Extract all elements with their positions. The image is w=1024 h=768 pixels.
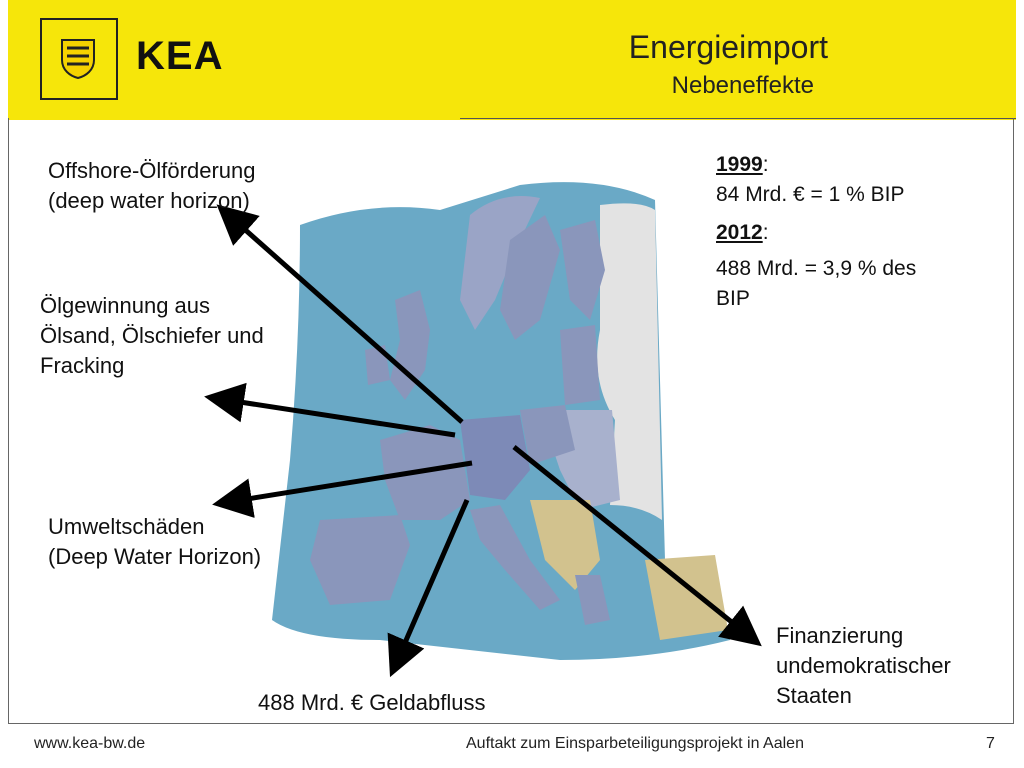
label-offshore: Offshore-Ölförderung (deep water horizon): [48, 158, 256, 213]
land-baltics: [560, 325, 600, 405]
page-title: Energieimport: [628, 29, 828, 65]
footer-page-number: 7: [986, 735, 995, 752]
stats-line-1999: 84 Mrd. € = 1 % BIP: [716, 183, 905, 206]
label-oelgewinnung: Ölgewinnung aus Ölsand, Ölschiefer und Fracking: [40, 293, 264, 378]
footer-url: www.kea-bw.de: [34, 735, 146, 752]
label-finanzierung: Finanzierung undemokratischer Staaten: [776, 623, 951, 708]
stats-year-1999: 1999:: [716, 153, 769, 176]
page-subtitle: Nebeneffekte: [671, 72, 814, 99]
footer-event: Auftakt zum Einsparbeteiligungsprojekt in Aalen: [466, 735, 804, 752]
stats-line-2012: 488 Mrd. = 3,9 % des: [716, 257, 917, 280]
stats-year-2012: 2012:: [716, 221, 769, 244]
stats-box: [716, 150, 916, 314]
label-umweltschaeden: Umweltschäden (Deep Water Horizon): [48, 514, 262, 569]
label-geldabfluss: 488 Mrd. € Geldabfluss: [258, 690, 486, 715]
stats-line-2012-cont: BIP: [716, 287, 750, 310]
logo-text: KEA: [136, 34, 224, 78]
